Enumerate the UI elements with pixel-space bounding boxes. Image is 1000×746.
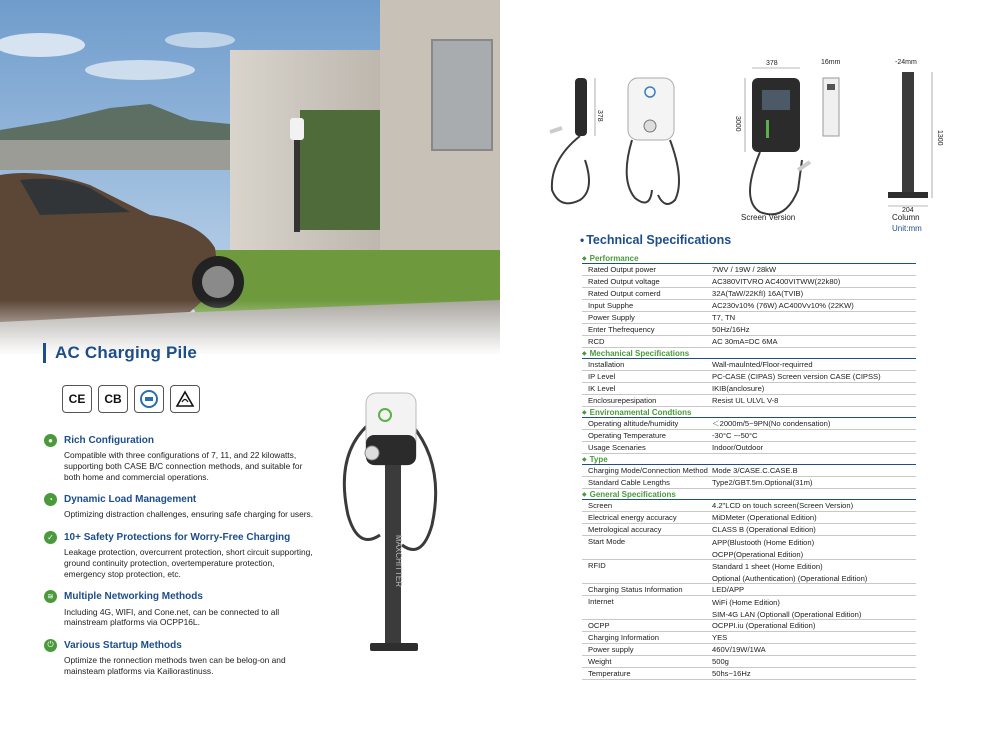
right-page — [500, 0, 1000, 746]
feature-desc: Optimize the ronnection methods twen can be belog-on and mainsteam platforms via Kailiorastinuss. — [64, 655, 286, 676]
page-title-wrap — [43, 343, 197, 363]
feature-item — [44, 432, 314, 482]
spec-value-line: Wall-maulnted/Floor-requirred — [712, 359, 813, 369]
spec-value — [712, 644, 916, 656]
spec-row — [582, 276, 916, 288]
spec-value-line: AC230v10% (76W) AC400Vv10% (22KW) — [712, 300, 854, 310]
spec-row — [582, 300, 916, 312]
spec-value-line: OCPPI.iu (Operational Edition) — [712, 620, 816, 630]
hero-image — [0, 0, 500, 355]
spec-value-line: 32A(TaW/22KfI) 16A(TVIB) — [712, 288, 804, 298]
spec-key: Input Supphe — [588, 301, 634, 310]
certification-badges — [62, 385, 200, 413]
spec-value — [712, 632, 916, 644]
spec-value — [712, 500, 916, 512]
spec-value — [712, 300, 916, 312]
spec-key: Usage Scenaries — [588, 443, 646, 452]
column-brand-text: MAXCHITTER — [394, 535, 403, 587]
feature-item — [44, 637, 314, 677]
spec-heading — [580, 233, 731, 247]
spec-key: RCD — [588, 337, 605, 346]
spec-value — [712, 336, 916, 348]
people-icon: ● — [44, 434, 57, 447]
dim-300: 3000 — [734, 116, 741, 132]
spec-value — [712, 418, 916, 430]
triangle-mark-icon — [175, 389, 195, 409]
dimension-diagrams — [540, 50, 960, 235]
spec-key: Installation — [588, 360, 625, 369]
feature-title: Various Startup Methods — [64, 639, 182, 651]
spec-row — [582, 264, 916, 276]
spec-row — [582, 596, 916, 620]
spec-section-name: Mechanical Specifications — [589, 348, 690, 358]
spec-value-line: PC-CASE (CIPAS) Screen version CASE (CIPSS) — [712, 371, 881, 381]
spec-key: Rated Output voltage — [588, 277, 660, 286]
spec-key: Power supply — [588, 645, 634, 654]
spec-key: IP Level — [588, 372, 616, 381]
spec-section-name: Environamental Condtions — [589, 407, 692, 417]
charger-on-column-image — [340, 385, 450, 685]
spec-value — [712, 668, 916, 680]
spec-key: Operating Temperature — [588, 431, 666, 440]
spec-value-line: AC380VITVRO AC400VITWW(22k80) — [712, 276, 841, 286]
product-illustration — [340, 385, 450, 685]
spec-key: Standard Cable Lengths — [588, 478, 670, 487]
spec-value — [712, 465, 916, 477]
spec-key: Enclosurepesipation — [588, 396, 657, 405]
spec-value-line: 500g — [712, 656, 729, 666]
spec-row — [582, 324, 916, 336]
power-icon: ⏻ — [44, 639, 57, 652]
spec-value — [712, 656, 916, 668]
feature-title: 10+ Safety Protections for Worry-Free Charging — [64, 531, 291, 543]
spec-value — [712, 276, 916, 288]
spec-key: Start Mode — [588, 537, 626, 546]
feature-desc: Leakage protection, overcurrent protection, short circuit supporting, ground continuity protection, overtemperature protection, emergency stop protection, etc. — [64, 547, 313, 579]
feature-list — [44, 432, 314, 686]
shield-check-icon: ✓ — [44, 531, 57, 544]
spec-section-header — [582, 454, 916, 465]
bullet-icon: • — [580, 233, 585, 247]
wifi-icon: ≋ — [44, 590, 57, 603]
spec-row — [582, 442, 916, 454]
spec-value — [712, 324, 916, 336]
spec-value — [712, 537, 916, 560]
feature-desc: Optimizing distraction challenges, ensuring safe charging for users. — [64, 509, 314, 520]
dim-16mm: 16mm — [821, 59, 841, 66]
dim-378-width: 378 — [766, 60, 778, 67]
diamond-bullet-icon: ◆ — [582, 409, 587, 416]
spec-row — [582, 584, 916, 596]
spec-table — [582, 253, 916, 680]
spec-row — [582, 371, 916, 383]
spec-value-line: Indoor/Outdoor — [712, 442, 764, 452]
spec-row — [582, 500, 916, 512]
ce-badge: CE — [62, 385, 92, 413]
spec-value-line: YES — [712, 632, 728, 642]
spec-value-line: OCPP(Operational Edition) — [712, 549, 804, 559]
spec-row — [582, 668, 916, 680]
spec-value — [712, 442, 916, 454]
screen-version-label: Screen Version — [741, 213, 796, 222]
spec-value-line: -30°C ~-50°C — [712, 430, 758, 440]
diamond-bullet-icon: ◆ — [582, 350, 587, 357]
spec-value-line: CLASS B (Operational Edition) — [712, 524, 816, 534]
feature-item — [44, 529, 314, 579]
dim-204: 204 — [902, 207, 914, 214]
spec-value — [712, 383, 916, 395]
spec-row — [582, 336, 916, 348]
spec-value — [712, 312, 916, 324]
spec-key: Operating altitude/humidity — [588, 419, 679, 428]
spec-value-line: Mode 3/CASE.C.CASE.B — [712, 465, 798, 475]
spec-value-line: 460V/19W/1WA — [712, 644, 766, 654]
spec-row — [582, 395, 916, 407]
spec-section-header — [582, 348, 916, 359]
spec-value-line: T7, TN — [712, 312, 736, 322]
spec-key: Rated Output comerd — [588, 289, 661, 298]
spec-value-line: ＜2000m/5~9PN(No condensation) — [712, 418, 831, 428]
spec-value-line: Standard 1 sheet (Home Edition) — [712, 562, 823, 571]
spec-section-header — [582, 253, 916, 264]
feature-item — [44, 589, 314, 629]
dimension-drawings — [540, 50, 960, 235]
spec-row — [582, 560, 916, 584]
spec-value — [712, 597, 916, 620]
spec-row — [582, 359, 916, 371]
gauge-icon: ◔ — [44, 493, 57, 506]
spec-key: OCPP — [588, 621, 610, 630]
spec-key: Charging Mode/Connection Method — [588, 466, 708, 475]
spec-row — [582, 430, 916, 442]
spec-value-line: APP(Blustooth (Home Edition) — [712, 538, 815, 547]
column-label: Column — [892, 213, 920, 222]
spec-key: Electrical energy accuracy — [588, 513, 677, 522]
spec-title: Technical Specifications — [586, 233, 732, 247]
feature-title: Dynamic Load Management — [64, 493, 197, 505]
spec-section-header — [582, 489, 916, 500]
spec-value-line: WiFi (Home Edition) — [712, 598, 780, 607]
feature-title: Rich Configuration — [64, 434, 154, 446]
feature-item — [44, 491, 314, 520]
spec-section-header — [582, 407, 916, 418]
diamond-bullet-icon: ◆ — [582, 456, 587, 463]
spec-row — [582, 418, 916, 430]
spec-value — [712, 477, 916, 489]
hero-scene — [0, 0, 500, 355]
spec-row — [582, 536, 916, 560]
spec-section-name: Performance — [589, 253, 639, 263]
spec-value-line: IKIB(anclosure) — [712, 383, 765, 393]
saa-badge — [170, 385, 200, 413]
spec-value-line: 50Hz/16Hz — [712, 324, 750, 334]
dim-378-height: 378 — [596, 110, 603, 122]
spec-key: Power Supply — [588, 313, 635, 322]
spec-value-line: LED/APP — [712, 584, 745, 594]
feature-title: Multiple Networking Methods — [64, 591, 203, 603]
spec-value — [712, 359, 916, 371]
spec-section-name: Type — [589, 454, 608, 464]
spec-value-line: AC 30mA=DC 6MA — [712, 336, 778, 346]
spec-value — [712, 430, 916, 442]
feature-desc: Compatible with three configurations of 7, 11, and 22 kilowatts, supporting both CASE B/C connection methods, and suitable for both home and commercial operations. — [64, 450, 303, 482]
spec-value-line: Optional (Authentication) (Operational Edition) — [712, 573, 868, 583]
spec-key: Metrological accuracy — [588, 525, 662, 534]
spec-value — [712, 264, 916, 276]
spec-value — [712, 371, 916, 383]
spec-key: Charging Information — [588, 633, 659, 642]
spec-key: Weight — [588, 657, 612, 666]
spec-row — [582, 288, 916, 300]
diamond-bullet-icon: ◆ — [582, 255, 587, 262]
spec-value — [712, 620, 916, 632]
spec-row — [582, 524, 916, 536]
spec-section-name: General Specifications — [589, 489, 676, 499]
spec-key: Enter Thefrequency — [588, 325, 655, 334]
page-title: AC Charging Pile — [55, 343, 198, 362]
spec-value — [712, 524, 916, 536]
spec-row — [582, 477, 916, 489]
spec-key: Charging Status Information — [588, 585, 683, 594]
spec-value — [712, 561, 916, 584]
unit-label: Unit:mm — [892, 224, 922, 233]
spec-row — [582, 465, 916, 477]
cb-badge: CB — [98, 385, 128, 413]
dim-1300: 1300 — [936, 130, 943, 146]
title-accent-bar — [43, 343, 46, 363]
feature-desc: Including 4G, WIFI, and Cone.net, can be connected to all mainstream platforms via OCPP16L. — [64, 606, 280, 628]
spec-key: IK Level — [588, 384, 616, 393]
spec-value-line: SIM-4G LAN (Optionall (Operational Edition) — [712, 609, 862, 619]
spec-value — [712, 512, 916, 524]
spec-value-line: Type2/GBT.5m.Optional(31m) — [712, 477, 813, 487]
spec-row — [582, 644, 916, 656]
spec-value — [712, 395, 916, 407]
spec-row — [582, 512, 916, 524]
spec-value-line: 7WV / 19W / 28kW — [712, 264, 777, 274]
spec-key: Rated Output power — [588, 265, 656, 274]
spec-key: Screen — [588, 501, 613, 510]
spec-key: Internet — [588, 597, 614, 606]
spec-key: Temperature — [588, 669, 631, 678]
spec-value — [712, 288, 916, 300]
spec-value — [712, 584, 916, 596]
spec-key: RFID — [588, 561, 606, 570]
spec-value-line: 4.2"LCD on touch screen(Screen Version) — [712, 500, 854, 510]
spec-row — [582, 656, 916, 668]
diamond-bullet-icon: ◆ — [582, 491, 587, 498]
spec-value-line: 50hs~16Hz — [712, 668, 751, 678]
tuv-badge — [134, 385, 164, 413]
spec-value-line: Resist UL ULVL V-8 — [712, 395, 779, 405]
spec-row — [582, 383, 916, 395]
tuv-icon — [139, 389, 159, 409]
dim-24mm: -24mm — [895, 59, 917, 66]
spec-row — [582, 312, 916, 324]
spec-row — [582, 632, 916, 644]
spec-row — [582, 620, 916, 632]
spec-value-line: MiDMeter (Operational Edition) — [712, 512, 817, 522]
